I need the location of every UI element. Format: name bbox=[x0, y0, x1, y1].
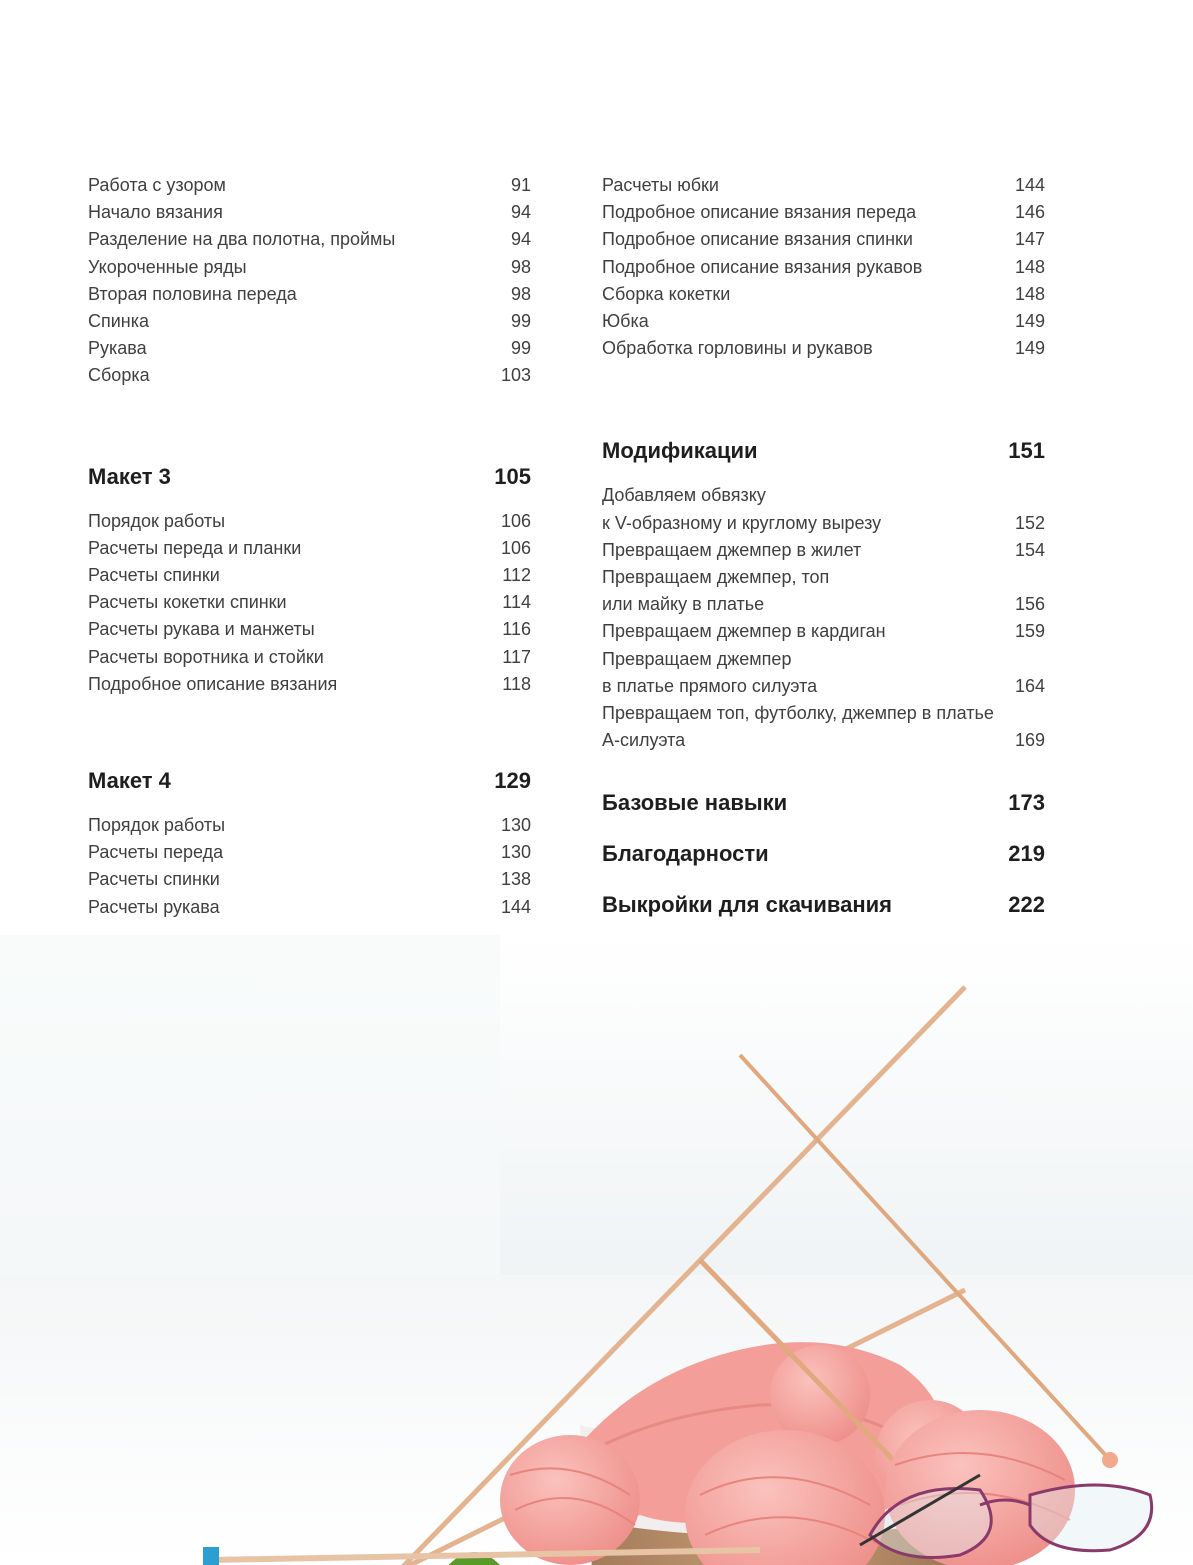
toc-entry[interactable] bbox=[602, 646, 1045, 700]
toc-entry[interactable] bbox=[88, 589, 531, 616]
toc-entry-title-line2: А-силуэта bbox=[602, 730, 686, 751]
toc-entry-page: 117 bbox=[502, 646, 531, 667]
toc-entry[interactable] bbox=[602, 537, 1045, 564]
section-title: Макет 4 bbox=[88, 768, 171, 794]
toc-entry[interactable] bbox=[88, 812, 531, 839]
toc-entry[interactable] bbox=[88, 671, 531, 698]
toc-entry[interactable] bbox=[88, 172, 531, 199]
toc-entry-title: Юбка bbox=[602, 311, 649, 332]
toc-entry-page: 154 bbox=[1014, 539, 1045, 560]
toc-entry[interactable] bbox=[602, 618, 1045, 645]
toc-entry[interactable] bbox=[88, 335, 531, 362]
toc-entry-page: 99 bbox=[510, 338, 531, 359]
toc-entry-page: 144 bbox=[500, 896, 531, 917]
toc-entry-title: Расчеты рукава bbox=[88, 896, 220, 917]
toc-entry[interactable] bbox=[602, 482, 1045, 536]
toc-entry-page: 149 bbox=[1014, 338, 1045, 359]
toc-entry-title: Расчеты воротника и стойки bbox=[88, 646, 324, 667]
toc-entry[interactable] bbox=[602, 308, 1045, 335]
toc-entry[interactable] bbox=[88, 254, 531, 281]
toc-entry-page: 112 bbox=[502, 565, 531, 586]
toc-entry-page: 106 bbox=[500, 537, 531, 558]
toc-entry-title: Подробное описание вязания переда bbox=[602, 202, 917, 223]
toc-entry-title-line2: или майку в платье bbox=[602, 594, 765, 615]
toc-entry[interactable] bbox=[88, 308, 531, 335]
toc-entry-title-line1: Добавляем обвязку bbox=[602, 485, 766, 506]
section-title: Модификации bbox=[602, 438, 758, 464]
toc-entry-page: 156 bbox=[1014, 594, 1045, 615]
toc-entry[interactable] bbox=[602, 281, 1045, 308]
toc-modifications-list bbox=[602, 482, 1045, 754]
section-heading-maket3[interactable] bbox=[88, 462, 531, 492]
toc-entry-title: Расчеты юбки bbox=[602, 175, 719, 195]
section-title: Выкройки для скачивания bbox=[602, 892, 892, 918]
knitting-illustration bbox=[0, 935, 1193, 1565]
toc-entry-title: Расчеты спинки bbox=[88, 869, 220, 890]
section-title: Благодарности bbox=[602, 841, 769, 867]
toc-entry[interactable] bbox=[602, 254, 1045, 281]
toc-entry-title: Подробное описание вязания bbox=[88, 673, 338, 694]
toc-left-column bbox=[88, 172, 531, 921]
toc-right-column bbox=[602, 172, 1045, 920]
toc-left-top-list bbox=[88, 172, 531, 390]
section-page: 219 bbox=[1008, 841, 1045, 867]
toc-entry-page: 169 bbox=[1014, 730, 1045, 751]
toc-entry-title: Подробное описание вязания спинки bbox=[602, 229, 913, 250]
toc-entry-page: 164 bbox=[1014, 675, 1045, 696]
toc-entry-page: 159 bbox=[1014, 621, 1045, 642]
toc-entry-title: Укороченные ряды bbox=[88, 256, 247, 277]
toc-entry-page: 146 bbox=[1014, 202, 1045, 223]
toc-entry-page: 148 bbox=[1014, 283, 1045, 304]
toc-entry-page: 152 bbox=[1014, 512, 1045, 533]
toc-entry-title: Рукава bbox=[88, 338, 147, 359]
toc-entry-page: 116 bbox=[502, 619, 531, 640]
toc-entry[interactable] bbox=[602, 172, 1045, 199]
toc-entry-page: 130 bbox=[500, 815, 531, 836]
toc-entry-page: 147 bbox=[1014, 229, 1045, 250]
toc-entry-title-line1: Превращаем джемпер bbox=[602, 648, 792, 669]
toc-entry-page: 114 bbox=[502, 592, 531, 613]
toc-entry[interactable] bbox=[88, 281, 531, 308]
toc-entry-title: Работа с узором bbox=[88, 175, 226, 195]
section-page: 129 bbox=[494, 768, 531, 794]
toc-entry[interactable] bbox=[88, 226, 531, 253]
toc-right-top-list bbox=[602, 172, 1045, 362]
toc-entry-title: Порядок работы bbox=[88, 815, 226, 836]
toc-entry[interactable] bbox=[88, 535, 531, 562]
toc-entry[interactable] bbox=[88, 362, 531, 389]
toc-entry-title: Обработка горловины и рукавов bbox=[602, 338, 873, 359]
toc-entry[interactable] bbox=[602, 700, 1045, 754]
toc-entry-page: 130 bbox=[500, 842, 531, 863]
yarn-ball bbox=[500, 1435, 640, 1565]
toc-entry[interactable] bbox=[602, 335, 1045, 362]
toc-entry-page: 103 bbox=[500, 365, 531, 386]
section-heading-patterns[interactable] bbox=[602, 890, 1045, 920]
toc-entry-title: Сборка кокетки bbox=[602, 283, 731, 304]
toc-entry-title: Превращаем джемпер в кардиган bbox=[602, 621, 886, 642]
knitting-photo bbox=[0, 935, 1193, 1565]
section-heading-modifications[interactable] bbox=[602, 436, 1045, 466]
section-page: 105 bbox=[494, 463, 531, 489]
toc-entry[interactable] bbox=[88, 508, 531, 535]
toc-entry[interactable] bbox=[602, 564, 1045, 618]
toc-entry[interactable] bbox=[602, 226, 1045, 253]
toc-entry-page: 106 bbox=[500, 510, 531, 531]
section-heading-basics[interactable] bbox=[602, 788, 1045, 818]
toc-entry-title-line2: к V-образному и круглому вырезу bbox=[602, 512, 882, 533]
toc-entry-title: Расчеты рукава и манжеты bbox=[88, 619, 315, 640]
toc-entry-title: Расчеты переда bbox=[88, 842, 224, 863]
toc-entry-page: 144 bbox=[1014, 175, 1045, 195]
toc-entry-title: Вторая половина переда bbox=[88, 283, 297, 304]
toc-entry[interactable] bbox=[88, 839, 531, 866]
toc-entry-title: Спинка bbox=[88, 311, 150, 332]
toc-entry[interactable] bbox=[602, 199, 1045, 226]
toc-entry-page: 98 bbox=[510, 283, 531, 304]
toc-entry-title: Расчеты спинки bbox=[88, 565, 220, 586]
section-page: 222 bbox=[1008, 892, 1045, 918]
toc-entry-page: 91 bbox=[510, 175, 531, 195]
toc-maket3-list bbox=[88, 508, 531, 698]
toc-entry-title: Начало вязания bbox=[88, 202, 223, 223]
toc-entry-page: 98 bbox=[510, 256, 531, 277]
toc-entry-title: Сборка bbox=[88, 365, 150, 386]
toc-entry-title: Расчеты кокетки спинки bbox=[88, 592, 287, 613]
toc-maket4-list bbox=[88, 812, 531, 921]
section-page: 173 bbox=[1008, 790, 1045, 816]
toc-entry-title-line1: Превращаем джемпер, топ bbox=[602, 567, 830, 588]
toc-entry-page: 148 bbox=[1014, 256, 1045, 277]
section-title: Макет 3 bbox=[88, 463, 171, 489]
section-title: Базовые навыки bbox=[602, 790, 788, 816]
toc-entry-page: 118 bbox=[502, 673, 531, 694]
toc-entry-title: Превращаем джемпер в жилет bbox=[602, 539, 862, 560]
section-heading-thanks[interactable] bbox=[602, 839, 1045, 869]
toc-entry-page: 94 bbox=[510, 229, 531, 250]
toc-entry[interactable] bbox=[88, 616, 531, 643]
toc-entry[interactable] bbox=[88, 894, 531, 921]
toc-entry-page: 99 bbox=[510, 311, 531, 332]
toc-entry-page: 138 bbox=[500, 869, 531, 890]
toc-entry[interactable] bbox=[88, 562, 531, 589]
toc-entry-title-line2: в платье прямого силуэта bbox=[602, 675, 818, 696]
toc-entry-page: 149 bbox=[1014, 311, 1045, 332]
toc-entry-title: Расчеты переда и планки bbox=[88, 537, 302, 558]
toc-entry[interactable] bbox=[88, 644, 531, 671]
toc-entry-title-line1: Превращаем топ, футболку, джемпер в платье bbox=[602, 703, 994, 724]
section-page: 151 bbox=[1008, 438, 1045, 464]
toc-entry-title: Разделение на два полотна, проймы bbox=[88, 229, 396, 250]
toc-entry-page: 94 bbox=[510, 202, 531, 223]
section-heading-maket4[interactable] bbox=[88, 766, 531, 796]
toc-entry[interactable] bbox=[88, 199, 531, 226]
toc-entry-title: Порядок работы bbox=[88, 510, 226, 531]
toc-entry-title: Подробное описание вязания рукавов bbox=[602, 256, 923, 277]
toc-entry[interactable] bbox=[88, 866, 531, 893]
